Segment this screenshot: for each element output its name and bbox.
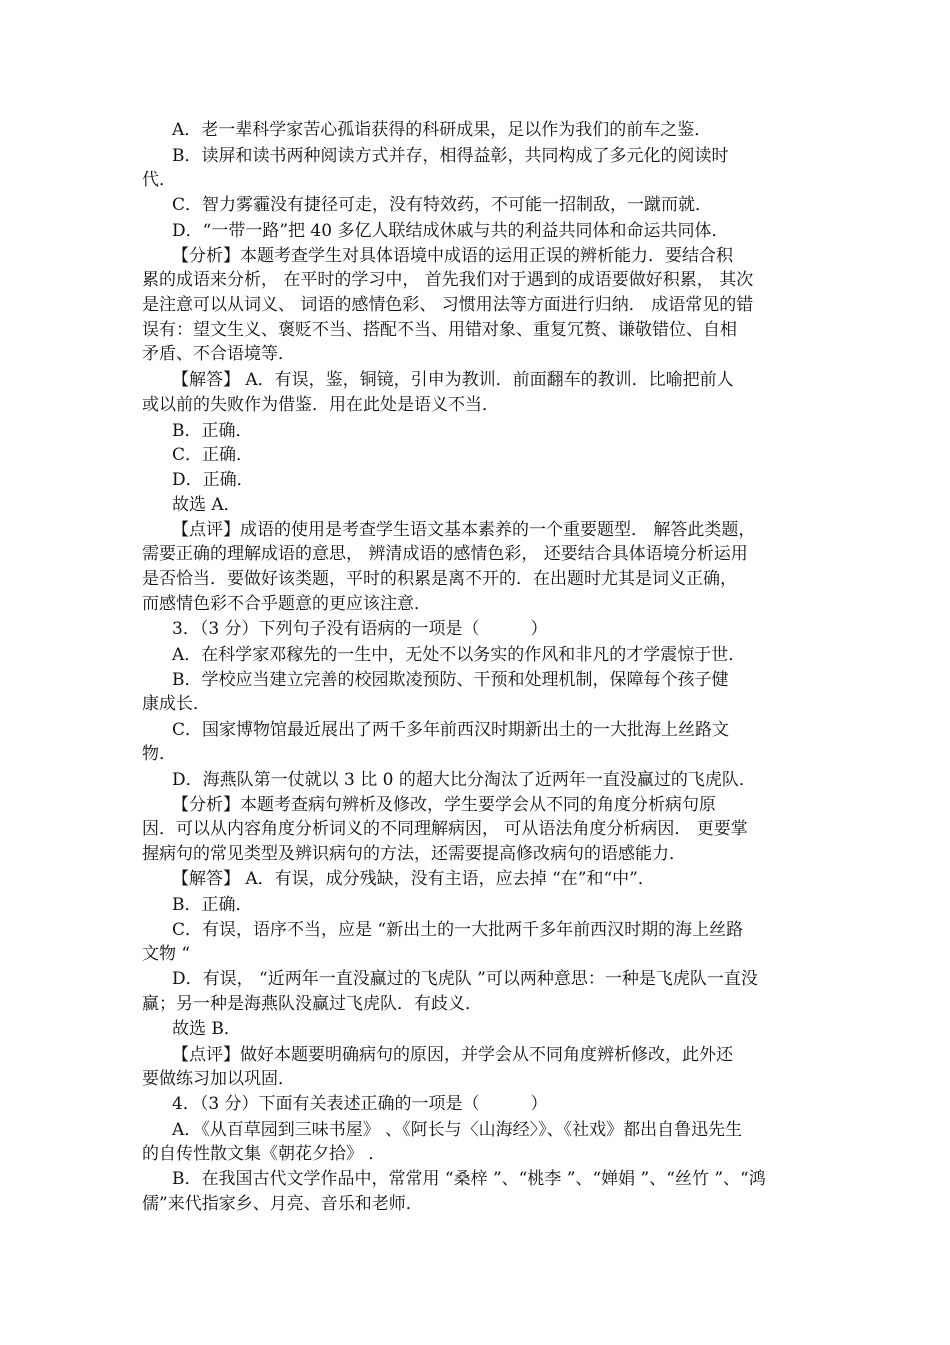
text-line: D．正确． bbox=[172, 470, 254, 490]
text-line: D．“一带一路”把 40 多亿人联结成休戚与共的利益共同体和命运共同体． bbox=[172, 221, 729, 241]
text-line: 故选 A． bbox=[172, 495, 241, 515]
text-line: 【点评】成语的使用是考查学生语文基本素养的一个重要题型． 解答此类题， bbox=[172, 520, 756, 540]
text-line: 【解答】 A．有误，成分残缺，没有主语，应去掉 “在”和“中”． bbox=[172, 869, 655, 889]
text-line: 而感情色彩不合乎题意的更应该注意． bbox=[142, 594, 431, 614]
text-line: C．智力雾霾没有捷径可走，没有特效药，不可能一招制敌，一蹴而就． bbox=[172, 195, 713, 215]
text-line: 是否恰当．要做好该类题，平时的积累是离不开的．在出题时尤其是词义正确， bbox=[142, 569, 737, 589]
text-line: 儒”来代指家乡、月亮、音乐和老师． bbox=[142, 1194, 423, 1214]
text-line: 文物 “ bbox=[142, 944, 191, 964]
text-line: 物． bbox=[142, 744, 176, 764]
question-title: 4．（3 分）下面有关表述正确的一项是（ ） bbox=[172, 1094, 548, 1114]
text-line: 握病句的常见类型及辨识病句的方法，还需要提高修改病句的语感能力． bbox=[142, 844, 686, 864]
text-line: 是注意可以从词义、 词语的感情色彩、 习惯用法等方面进行归纳． 成语常见的错 bbox=[142, 295, 754, 315]
question-title: 3．（3 分）下列句子没有语病的一项是（ ） bbox=[172, 619, 548, 639]
text-line: 累的成语来分析， 在平时的学习中， 首先我们对于遇到的成语要做好积累， 其次 bbox=[142, 270, 754, 290]
text-line: A．在科学家邓稼先的一生中，无处不以务实的作风和非凡的才学震惊于世． bbox=[172, 645, 746, 665]
text-line: 矛盾、不合语境等． bbox=[142, 344, 295, 364]
text-line: A．老一辈科学家苦心孤诣获得的科研成果，足以作为我们的前车之鉴． bbox=[172, 120, 712, 140]
text-line: 康成长． bbox=[142, 694, 210, 714]
text-line: 误有：望文生义、褒贬不当、搭配不当、用错对象、重复冗赘、谦敬错位、自相 bbox=[142, 320, 737, 340]
text-line: C．有误，语序不当，应是 “新出土的一大批两千多年前西汉时期的海上丝路 bbox=[172, 920, 744, 940]
text-line: C．国家博物馆最近展出了两千多年前西汉时期新出土的一大批海上丝路文 bbox=[172, 720, 730, 740]
text-line: B．在我国古代文学作品中，常常用 “桑梓 ”、“桃李 ”、“婵娟 ”、“丝竹 ”、“鸿 bbox=[172, 1169, 766, 1189]
text-line: 或以前的失败作为借鉴．用在此处是语义不当． bbox=[142, 395, 499, 415]
text-line: B．读屏和读书两种阅读方式并存，相得益彰，共同构成了多元化的阅读时 bbox=[172, 146, 729, 166]
text-line: C．正确． bbox=[172, 445, 254, 465]
text-line: 要做练习加以巩固． bbox=[142, 1069, 295, 1089]
text-line: 【点评】做好本题要明确病句的原因，并学会从不同角度辨析修改，此外还 bbox=[172, 1045, 733, 1065]
text-line: D．有误， “近两年一直没赢过的飞虎队 ”可以两种意思：一种是飞虎队一直没 bbox=[172, 969, 758, 989]
text-line: D．海燕队第一仗就以 3 比 0 的超大比分淘汰了近两年一直没赢过的飞虎队． bbox=[172, 770, 756, 790]
text-line: 代． bbox=[142, 170, 176, 190]
text-line: 【解答】 A．有误，鉴，铜镜，引申为教训．前面翻车的教训．比喻把前人 bbox=[172, 370, 734, 390]
text-line: 【分析】本题考查病句辨析及修改，学生要学会从不同的角度分析病句原 bbox=[172, 795, 716, 815]
text-line: 的自传性散文集《朝花夕拾》 ． bbox=[142, 1144, 386, 1164]
text-line: A．《从百草园到三味书屋》 、《阿长与〈山海经〉》、《社戏》都出自鲁迅先生 bbox=[172, 1120, 743, 1140]
text-line: 赢；另一种是海燕队没赢过飞虎队．有歧义． bbox=[142, 994, 482, 1014]
text-line: B．学校应当建立完善的校园欺凌预防、干预和处理机制，保障每个孩子健 bbox=[172, 670, 729, 690]
text-line: 故选 B． bbox=[172, 1019, 241, 1039]
text-line: B．正确． bbox=[172, 421, 253, 441]
text-line: 因．可以从内容角度分析词义的不同理解病因， 可从语法角度分析病因． 更要掌 bbox=[142, 819, 748, 839]
text-line: 需要正确的理解成语的意思， 辨清成语的感情色彩， 还要结合具体语境分析运用 bbox=[142, 544, 748, 564]
text-line: 【分析】本题考查学生对具体语境中成语的运用正误的辨析能力．要结合积 bbox=[172, 246, 733, 266]
text-line: B．正确． bbox=[172, 895, 253, 915]
